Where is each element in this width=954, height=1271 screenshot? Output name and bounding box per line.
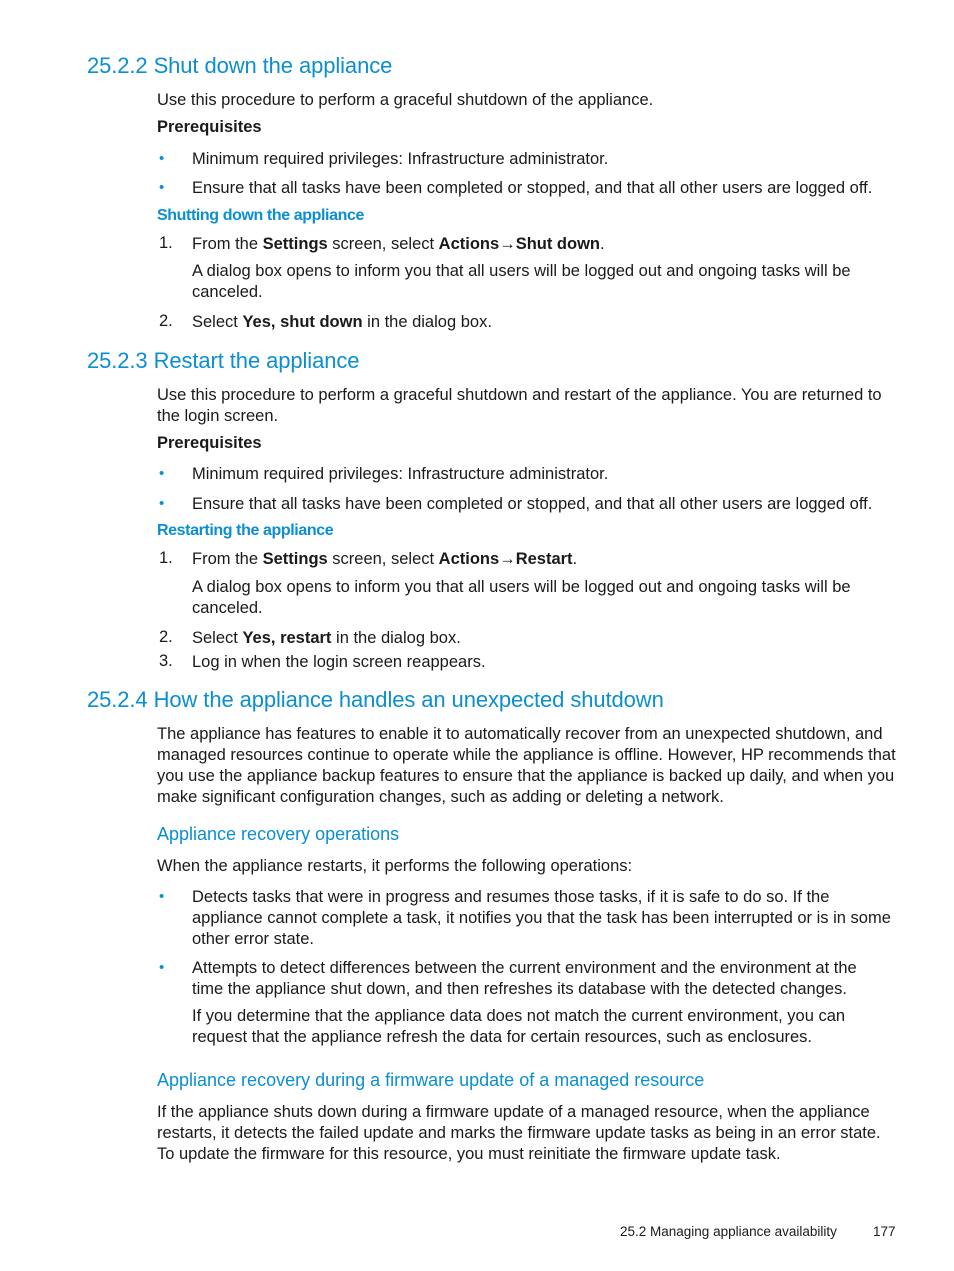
bullet-icon: •: [159, 959, 165, 976]
step-text: Select Yes, shut down in the dialog box.: [192, 313, 492, 331]
prereq-item: Minimum required privileges: Infrastructure administrator.: [192, 465, 609, 483]
firmware-recovery-body: If the appliance shuts down during a firmware update of a managed resource, when the appliance restarts, it detects the failed update and marks the firmware update tasks as being in an error state. To update the firmware for this resource, you must reinitiate the firmware update task.: [157, 1103, 881, 1163]
prereq-item: Ensure that all tasks have been completed or stopped, and that all other users are logged off.: [192, 495, 873, 513]
procedure-title-restarting: Restarting the appliance: [157, 522, 334, 539]
recovery-item: Attempts to detect differences between the current environment and the environment at the time the appliance shut down, and then refreshes its database with the detected changes.: [192, 959, 857, 998]
bullet-icon: •: [159, 465, 165, 482]
step-number: 3.: [159, 652, 173, 670]
step-number: 2.: [159, 628, 173, 646]
step-number: 2.: [159, 312, 173, 330]
step-note: A dialog box opens to inform you that all users will be logged out and ongoing tasks will be canceled.: [192, 578, 851, 617]
section-heading-unexpected-shutdown: 25.2.4 How the appliance handles an unexpected shutdown: [87, 687, 664, 712]
recovery-item: Detects tasks that were in progress and resumes those tasks, if it is safe to do so. If the appliance cannot complete a task, it notifies you that the task has been interrupted or is in some other error state.: [192, 888, 891, 948]
subheading-recovery-operations: Appliance recovery operations: [157, 824, 400, 844]
step-text: Log in when the login screen reappears.: [192, 653, 486, 671]
step-number: 1.: [159, 234, 173, 252]
prerequisites-label: Prerequisites: [157, 434, 262, 452]
subheading-firmware-recovery: Appliance recovery during a firmware update of a managed resource: [157, 1070, 705, 1090]
arrow-glyph: →: [499, 550, 516, 568]
recovery-operations-intro: When the appliance restarts, it performs the following operations:: [157, 857, 633, 875]
restart-intro: Use this procedure to perform a graceful shutdown and restart of the appliance. You are returned to the login screen.: [157, 386, 882, 425]
step-text: From the Settings screen, select Actions→Restart.: [192, 550, 578, 568]
bullet-icon: •: [159, 179, 165, 196]
bullet-icon: •: [159, 495, 165, 512]
recovery-item-note: If you determine that the appliance data does not match the current environment, you can request that the appliance refresh the data for certain resources, such as enclosures.: [192, 1007, 846, 1046]
step-text: From the Settings screen, select Actions→Shut down.: [192, 235, 605, 253]
section-heading-shut-down: 25.2.2 Shut down the appliance: [87, 53, 393, 78]
shut-down-intro: Use this procedure to perform a graceful shutdown of the appliance.: [157, 91, 654, 109]
arrow-glyph: →: [499, 235, 516, 253]
unexpected-shutdown-intro: The appliance has features to enable it to automatically recover from an unexpected shutdown, and managed resources continue to operate while the appliance is offline. However, HP recommends that you use the appliance backup features to ensure that the appliance is backed up daily, and when you make significant configuration changes, such as adding or deleting a network.: [157, 725, 896, 806]
step-note: A dialog box opens to inform you that all users will be logged out and ongoing tasks will be canceled.: [192, 262, 851, 301]
bullet-icon: •: [159, 888, 165, 905]
page-number: 177: [873, 1224, 896, 1239]
procedure-title-shutting-down: Shutting down the appliance: [157, 207, 364, 224]
footer-section-title: 25.2 Managing appliance availability: [620, 1224, 837, 1239]
step-number: 1.: [159, 549, 173, 567]
bullet-icon: •: [159, 150, 165, 167]
section-heading-restart: 25.2.3 Restart the appliance: [87, 348, 360, 373]
prereq-item: Minimum required privileges: Infrastructure administrator.: [192, 150, 609, 168]
prerequisites-label: Prerequisites: [157, 118, 262, 136]
prereq-item: Ensure that all tasks have been completed or stopped, and that all other users are logged off.: [192, 179, 873, 197]
step-text: Select Yes, restart in the dialog box.: [192, 629, 461, 647]
